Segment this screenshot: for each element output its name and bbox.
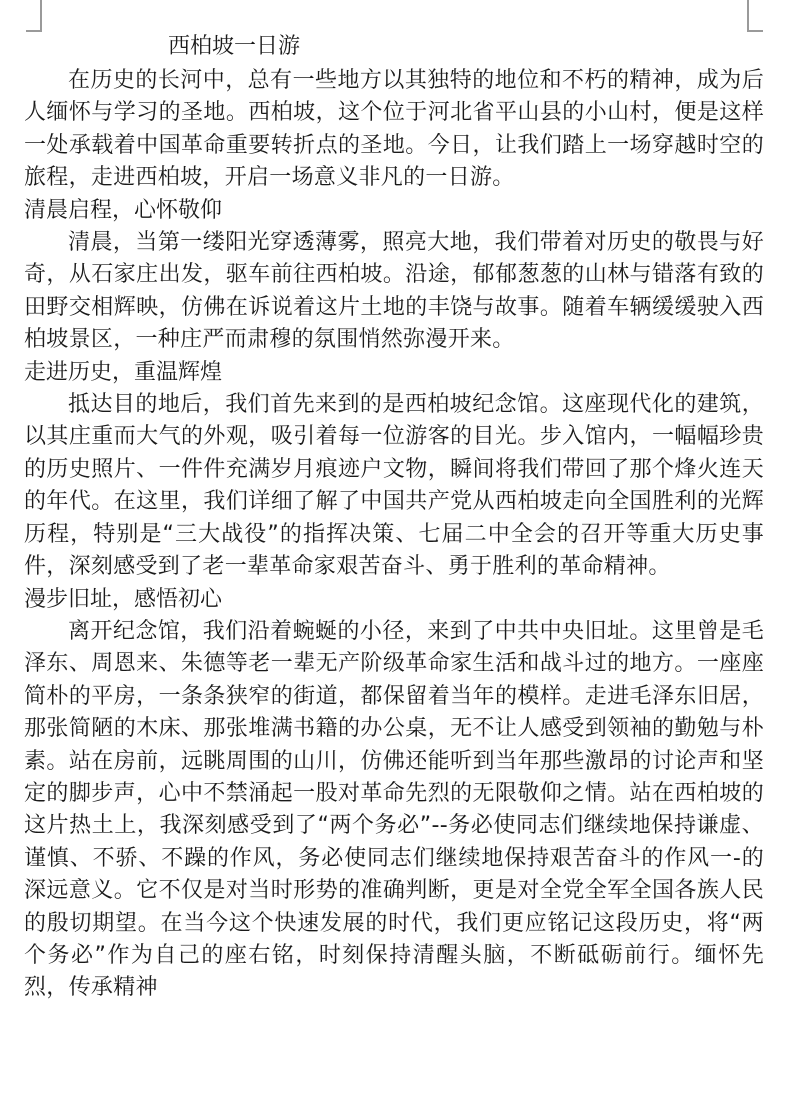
section-heading-morning: 清晨启程，心怀敬仰 [24,197,223,223]
section-heading-old-site: 漫步旧址，感悟初心 [24,586,223,612]
section-paragraph-morning: 清晨，当第一缕阳光穿透薄雾，照亮大地，我们带着对历史的敬畏与好奇，从石家庄出发，驱车前往西柏坡。沿途，郁郁葱葱的山林与错落有致的田野交相辉映，仿佛在诉说着这片土地的丰饶与故事。随着车辆缓缓驶入西柏坡景区，一种庄严而肃穆的氛围悄然弥漫开来。 [24,230,764,353]
document-page [24,30,764,1005]
page-corner-mark-right [747,0,763,32]
page-corner-mark-left [26,0,42,32]
section-heading-history: 走进历史，重温辉煌 [24,359,223,385]
section-paragraph-old-site: 离开纪念馆，我们沿着蜿蜒的小径，来到了中共中央旧址。这里曾是毛泽东、周恩来、朱德等老一辈无产阶级革命家生活和战斗过的地方。一座座简朴的平房，一条条狭窄的街道，都保留着当年的模样。走进毛泽东旧居，那张简陋的木床、那张堆满书籍的办公桌，无不让人感受到领袖的勤勉与朴素。站在房前，远眺周围的山川，仿佛还能听到当年那些激昂的讨论声和坚定的脚步声，心中不禁涌起一股对革命先烈的无限敬仰之情。站在西柏坡的这片热土上，我深刻感受到了“两个务必”--务必使同志们继续地保持谦虚、谨慎、不骄、不躁的作风，务必使同志们继续地保持艰苦奋斗的作风一-的深远意义。它不仅是对当时形势的准确判断，更是对全党全军全国各族人民的殷切期望。在当今这个快速发展的时代，我们更应铭记这段历史，将“两个务必”作为自己的座右铭，时刻保持清醒头脑，不断砥砺前行。缅怀先烈，传承精神 [24,618,764,1001]
document-title: 西柏坡一日游 [168,34,301,59]
intro-paragraph: 在历史的长河中，总有一些地方以其独特的地位和不朽的精神，成为后人缅怀与学习的圣地。西柏坡，这个位于河北省平山县的小山村，便是这样一处承载着中国革命重要转折点的圣地。今日，让我们踏上一场穿越时空的旅程，走进西柏坡，开启一场意义非凡的一日游。 [24,68,764,191]
section-paragraph-history: 抵达目的地后，我们首先来到的是西柏坡纪念馆。这座现代化的建筑，以其庄重而大气的外观，吸引着每一位游客的目光。步入馆内，一幅幅珍贵的历史照片、一件件充满岁月痕迹户文物，瞬间将我们带回了那个烽火连天的年代。在这里，我们详细了解了中国共产党从西柏坡走向全国胜利的光辉历程，特别是“三大战役”的指挥决策、七届二中全会的召开等重大历史事件，深刻感受到了老一辈革命家艰苦奋斗、勇于胜利的革命精神。 [24,392,764,580]
